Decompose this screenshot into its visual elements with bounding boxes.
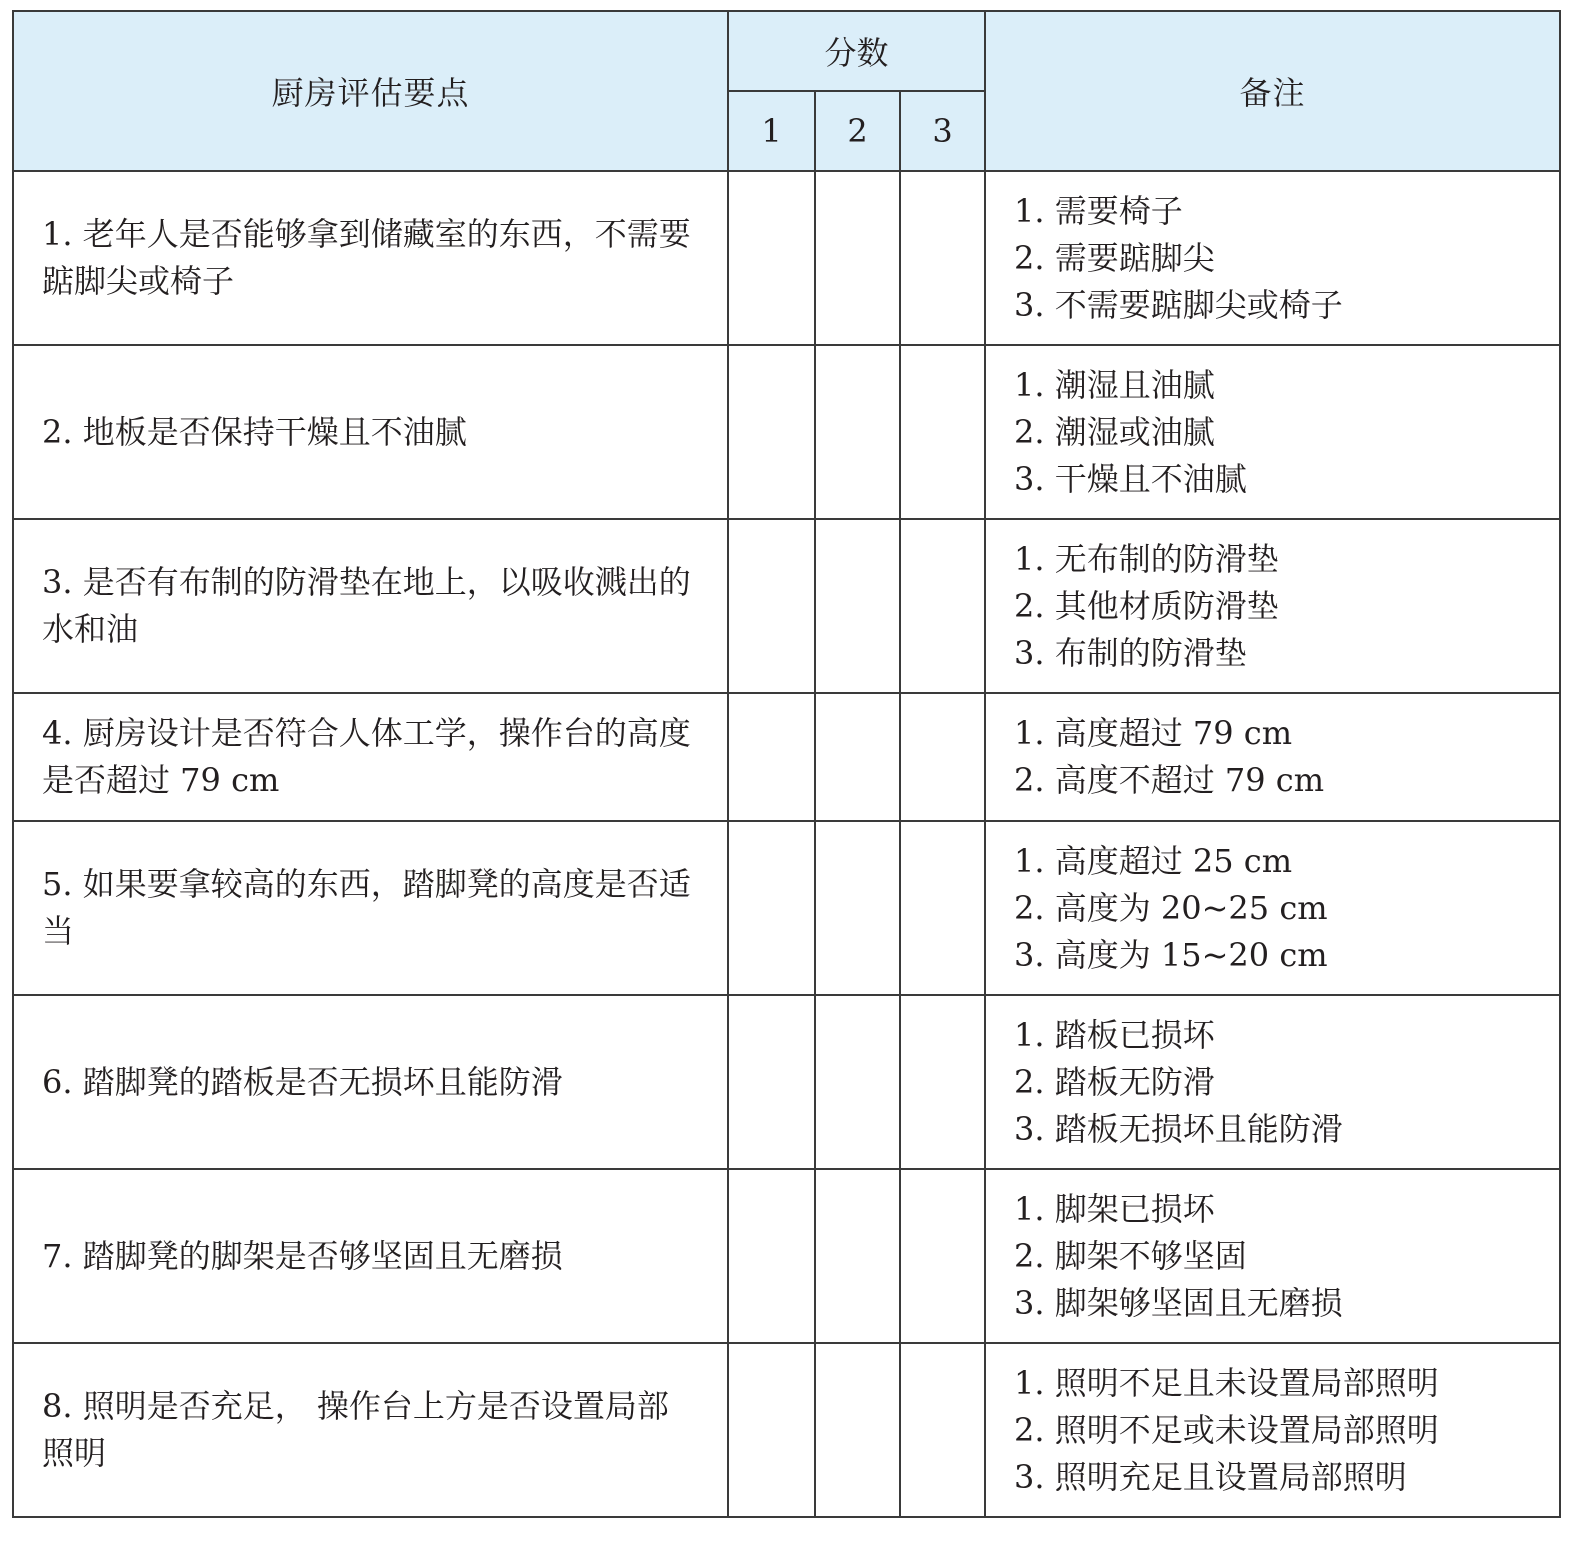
score-cell-1[interactable] — [728, 1343, 815, 1517]
notes-cell — [985, 1343, 1560, 1517]
score-cell-2[interactable] — [815, 171, 900, 345]
notes-cell — [985, 995, 1560, 1169]
table-row — [13, 995, 1560, 1169]
assessment-item: 1. 老年人是否能够拿到储藏室的东西，不需要踮脚尖或椅子 — [13, 171, 728, 345]
notes-cell — [985, 693, 1560, 821]
assessment-item: 7. 踏脚凳的脚架是否够坚固且无磨损 — [13, 1169, 728, 1343]
header-assessment-points: 厨房评估要点 — [13, 11, 728, 171]
assessment-item: 3. 是否有布制的防滑垫在地上，以吸收溅出的水和油 — [13, 519, 728, 693]
score-cell-3[interactable] — [900, 693, 985, 821]
note-line: 3. 照明充足且设置局部照明 — [1014, 1457, 1407, 1496]
score-cell-3[interactable] — [900, 345, 985, 519]
score-cell-1[interactable] — [728, 1169, 815, 1343]
note-line: 1. 潮湿且油腻 — [1014, 365, 1215, 404]
table-row — [13, 1169, 1560, 1343]
note-line: 3. 布制的防滑垫 — [1014, 633, 1247, 672]
table-body — [13, 171, 1560, 1517]
note-line: 3. 高度为 15~20 cm — [1014, 935, 1328, 974]
score-cell-1[interactable] — [728, 345, 815, 519]
table-row — [13, 345, 1560, 519]
note-line: 1. 无布制的防滑垫 — [1014, 539, 1279, 578]
score-cell-2[interactable] — [815, 1343, 900, 1517]
assessment-item: 8. 照明是否充足， 操作台上方是否设置局部照明 — [13, 1343, 728, 1517]
score-cell-3[interactable] — [900, 1169, 985, 1343]
score-cell-1[interactable] — [728, 995, 815, 1169]
note-line: 1. 高度超过 79 cm — [1014, 714, 1293, 752]
note-line: 2. 潮湿或油腻 — [1014, 412, 1215, 451]
note-line: 2. 脚架不够坚固 — [1014, 1236, 1247, 1275]
note-line: 3. 踏板无损坏且能防滑 — [1014, 1109, 1343, 1148]
header-score-1: 1 — [728, 91, 815, 171]
note-line: 1. 照明不足且未设置局部照明 — [1014, 1363, 1439, 1402]
assessment-item: 5. 如果要拿较高的东西，踏脚凳的高度是否适当 — [13, 821, 728, 995]
score-cell-1[interactable] — [728, 171, 815, 345]
note-line: 2. 需要踮脚尖 — [1014, 238, 1215, 277]
note-line: 1. 高度超过 25 cm — [1014, 841, 1293, 880]
assessment-item: 6. 踏脚凳的踏板是否无损坏且能防滑 — [13, 995, 728, 1169]
notes-cell — [985, 1169, 1560, 1343]
notes-cell — [985, 821, 1560, 995]
score-cell-3[interactable] — [900, 519, 985, 693]
notes-cell — [985, 345, 1560, 519]
table-header — [13, 11, 1560, 171]
table-row — [13, 693, 1560, 821]
note-line: 1. 脚架已损坏 — [1014, 1189, 1215, 1228]
assessment-item: 4. 厨房设计是否符合人体工学，操作台的高度是否超过 79 cm — [13, 693, 728, 821]
score-cell-1[interactable] — [728, 519, 815, 693]
score-cell-1[interactable] — [728, 693, 815, 821]
score-cell-2[interactable] — [815, 1169, 900, 1343]
note-line: 3. 不需要踮脚尖或椅子 — [1014, 285, 1343, 324]
note-line: 2. 高度不超过 79 cm — [1014, 761, 1325, 799]
table-row — [13, 821, 1560, 995]
assessment-item: 2. 地板是否保持干燥且不油腻 — [13, 345, 728, 519]
note-line: 2. 其他材质防滑垫 — [1014, 586, 1279, 625]
score-cell-3[interactable] — [900, 995, 985, 1169]
note-line: 2. 照明不足或未设置局部照明 — [1014, 1410, 1439, 1449]
table-row — [13, 171, 1560, 345]
note-line: 2. 高度为 20~25 cm — [1014, 888, 1328, 927]
score-cell-3[interactable] — [900, 171, 985, 345]
header-score-3: 3 — [900, 91, 985, 171]
score-cell-2[interactable] — [815, 693, 900, 821]
score-cell-1[interactable] — [728, 821, 815, 995]
notes-cell — [985, 171, 1560, 345]
note-line: 1. 踏板已损坏 — [1014, 1015, 1215, 1054]
note-line: 3. 干燥且不油腻 — [1014, 459, 1247, 498]
score-cell-2[interactable] — [815, 995, 900, 1169]
note-line: 2. 踏板无防滑 — [1014, 1062, 1215, 1101]
header-score: 分数 — [728, 11, 985, 91]
note-line: 1. 需要椅子 — [1014, 191, 1183, 230]
header-score-2: 2 — [815, 91, 900, 171]
kitchen-assessment-table — [12, 10, 1561, 1518]
table-row — [13, 519, 1560, 693]
note-line: 3. 脚架够坚固且无磨损 — [1014, 1283, 1343, 1322]
score-cell-2[interactable] — [815, 519, 900, 693]
score-cell-2[interactable] — [815, 821, 900, 995]
table-row — [13, 1343, 1560, 1517]
header-notes: 备注 — [985, 11, 1560, 171]
score-cell-2[interactable] — [815, 345, 900, 519]
notes-cell — [985, 519, 1560, 693]
score-cell-3[interactable] — [900, 1343, 985, 1517]
score-cell-3[interactable] — [900, 821, 985, 995]
